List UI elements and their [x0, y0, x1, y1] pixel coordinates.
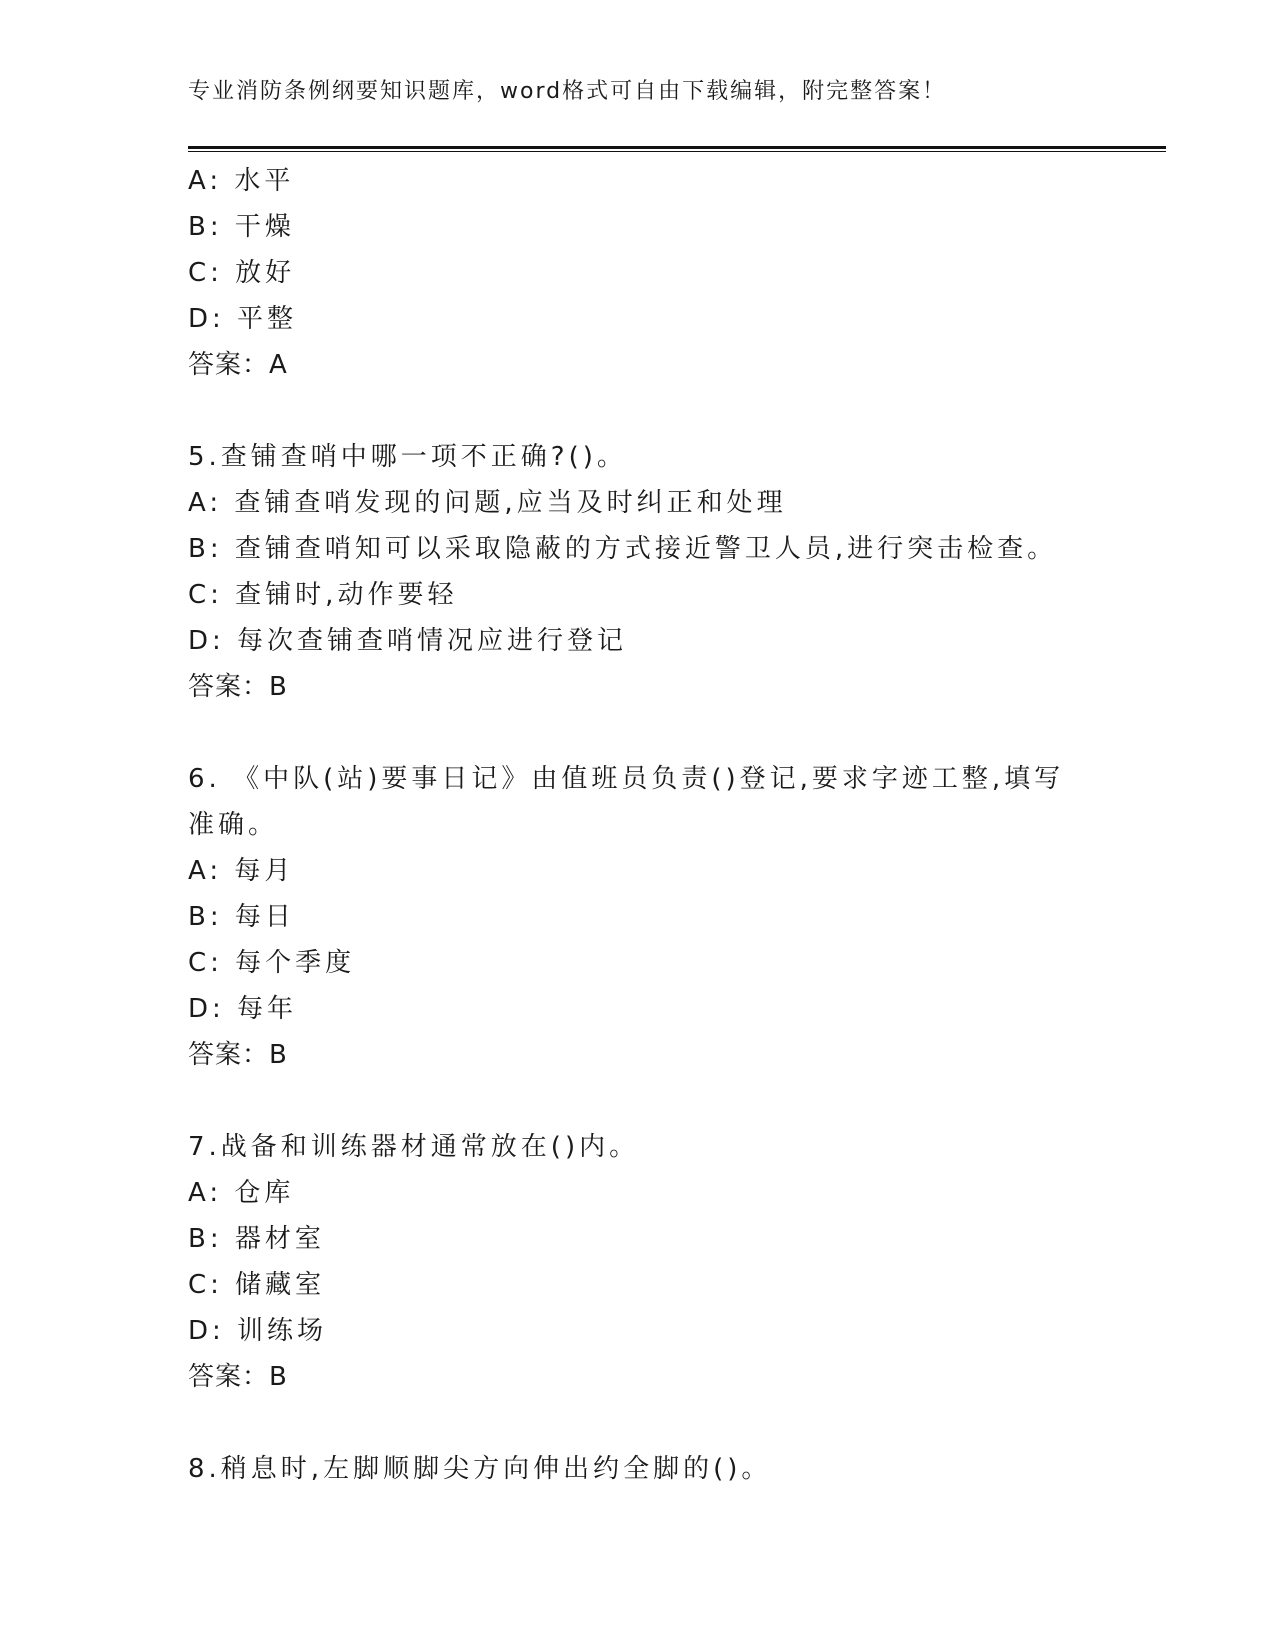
- option-c: C: 储藏室: [188, 1270, 326, 1300]
- option-b: B: 器材室: [188, 1224, 325, 1254]
- option-b: B: 干燥: [188, 212, 295, 242]
- answer: 答案：B: [188, 1040, 288, 1070]
- question-stem: 8.稍息时,左脚顺脚尖方向伸出约全脚的()。: [188, 1454, 772, 1484]
- question-4: [188, 158, 1088, 388]
- question-stem: 7.战备和训练器材通常放在()内。: [188, 1132, 640, 1162]
- option-a: A: 查铺查哨发现的问题,应当及时纠正和处理: [188, 488, 787, 518]
- question-stem: 6. 《中队(站)要事日记》由值班员负责()登记,要求字迹工整,填写准确。: [188, 764, 1065, 840]
- answer: 答案：B: [188, 1362, 288, 1392]
- option-a: A: 仓库: [188, 1178, 295, 1208]
- header-rule-thin: [188, 151, 1166, 152]
- option-b: B: 查铺查哨知可以采取隐蔽的方式接近警卫人员,进行突击检查。: [188, 534, 1058, 564]
- option-a: A: 水平: [188, 166, 295, 196]
- option-c: C: 查铺时,动作要轻: [188, 580, 458, 610]
- option-b: B: 每日: [188, 902, 295, 932]
- question-8: [188, 1446, 1088, 1492]
- question-6: [188, 756, 1088, 1078]
- option-d: D: 每年: [188, 994, 298, 1024]
- option-d: D: 每次查铺查哨情况应进行登记: [188, 626, 628, 656]
- option-a: A: 每月: [188, 856, 295, 886]
- question-7: [188, 1124, 1088, 1400]
- option-c: C: 放好: [188, 258, 296, 288]
- question-list: [188, 158, 1088, 1492]
- question-5: [188, 434, 1088, 710]
- option-d: D: 平整: [188, 304, 298, 334]
- answer: 答案：B: [188, 672, 288, 702]
- option-c: C: 每个季度: [188, 948, 356, 978]
- option-d: D: 训练场: [188, 1316, 328, 1346]
- header-rule-thick: [188, 146, 1166, 149]
- answer: 答案：A: [188, 350, 288, 380]
- question-stem: 5.查铺查哨中哪一项不正确?()。: [188, 442, 627, 472]
- page-header: 专业消防条例纲要知识题库，word格式可自由下载编辑，附完整答案！: [188, 79, 947, 104]
